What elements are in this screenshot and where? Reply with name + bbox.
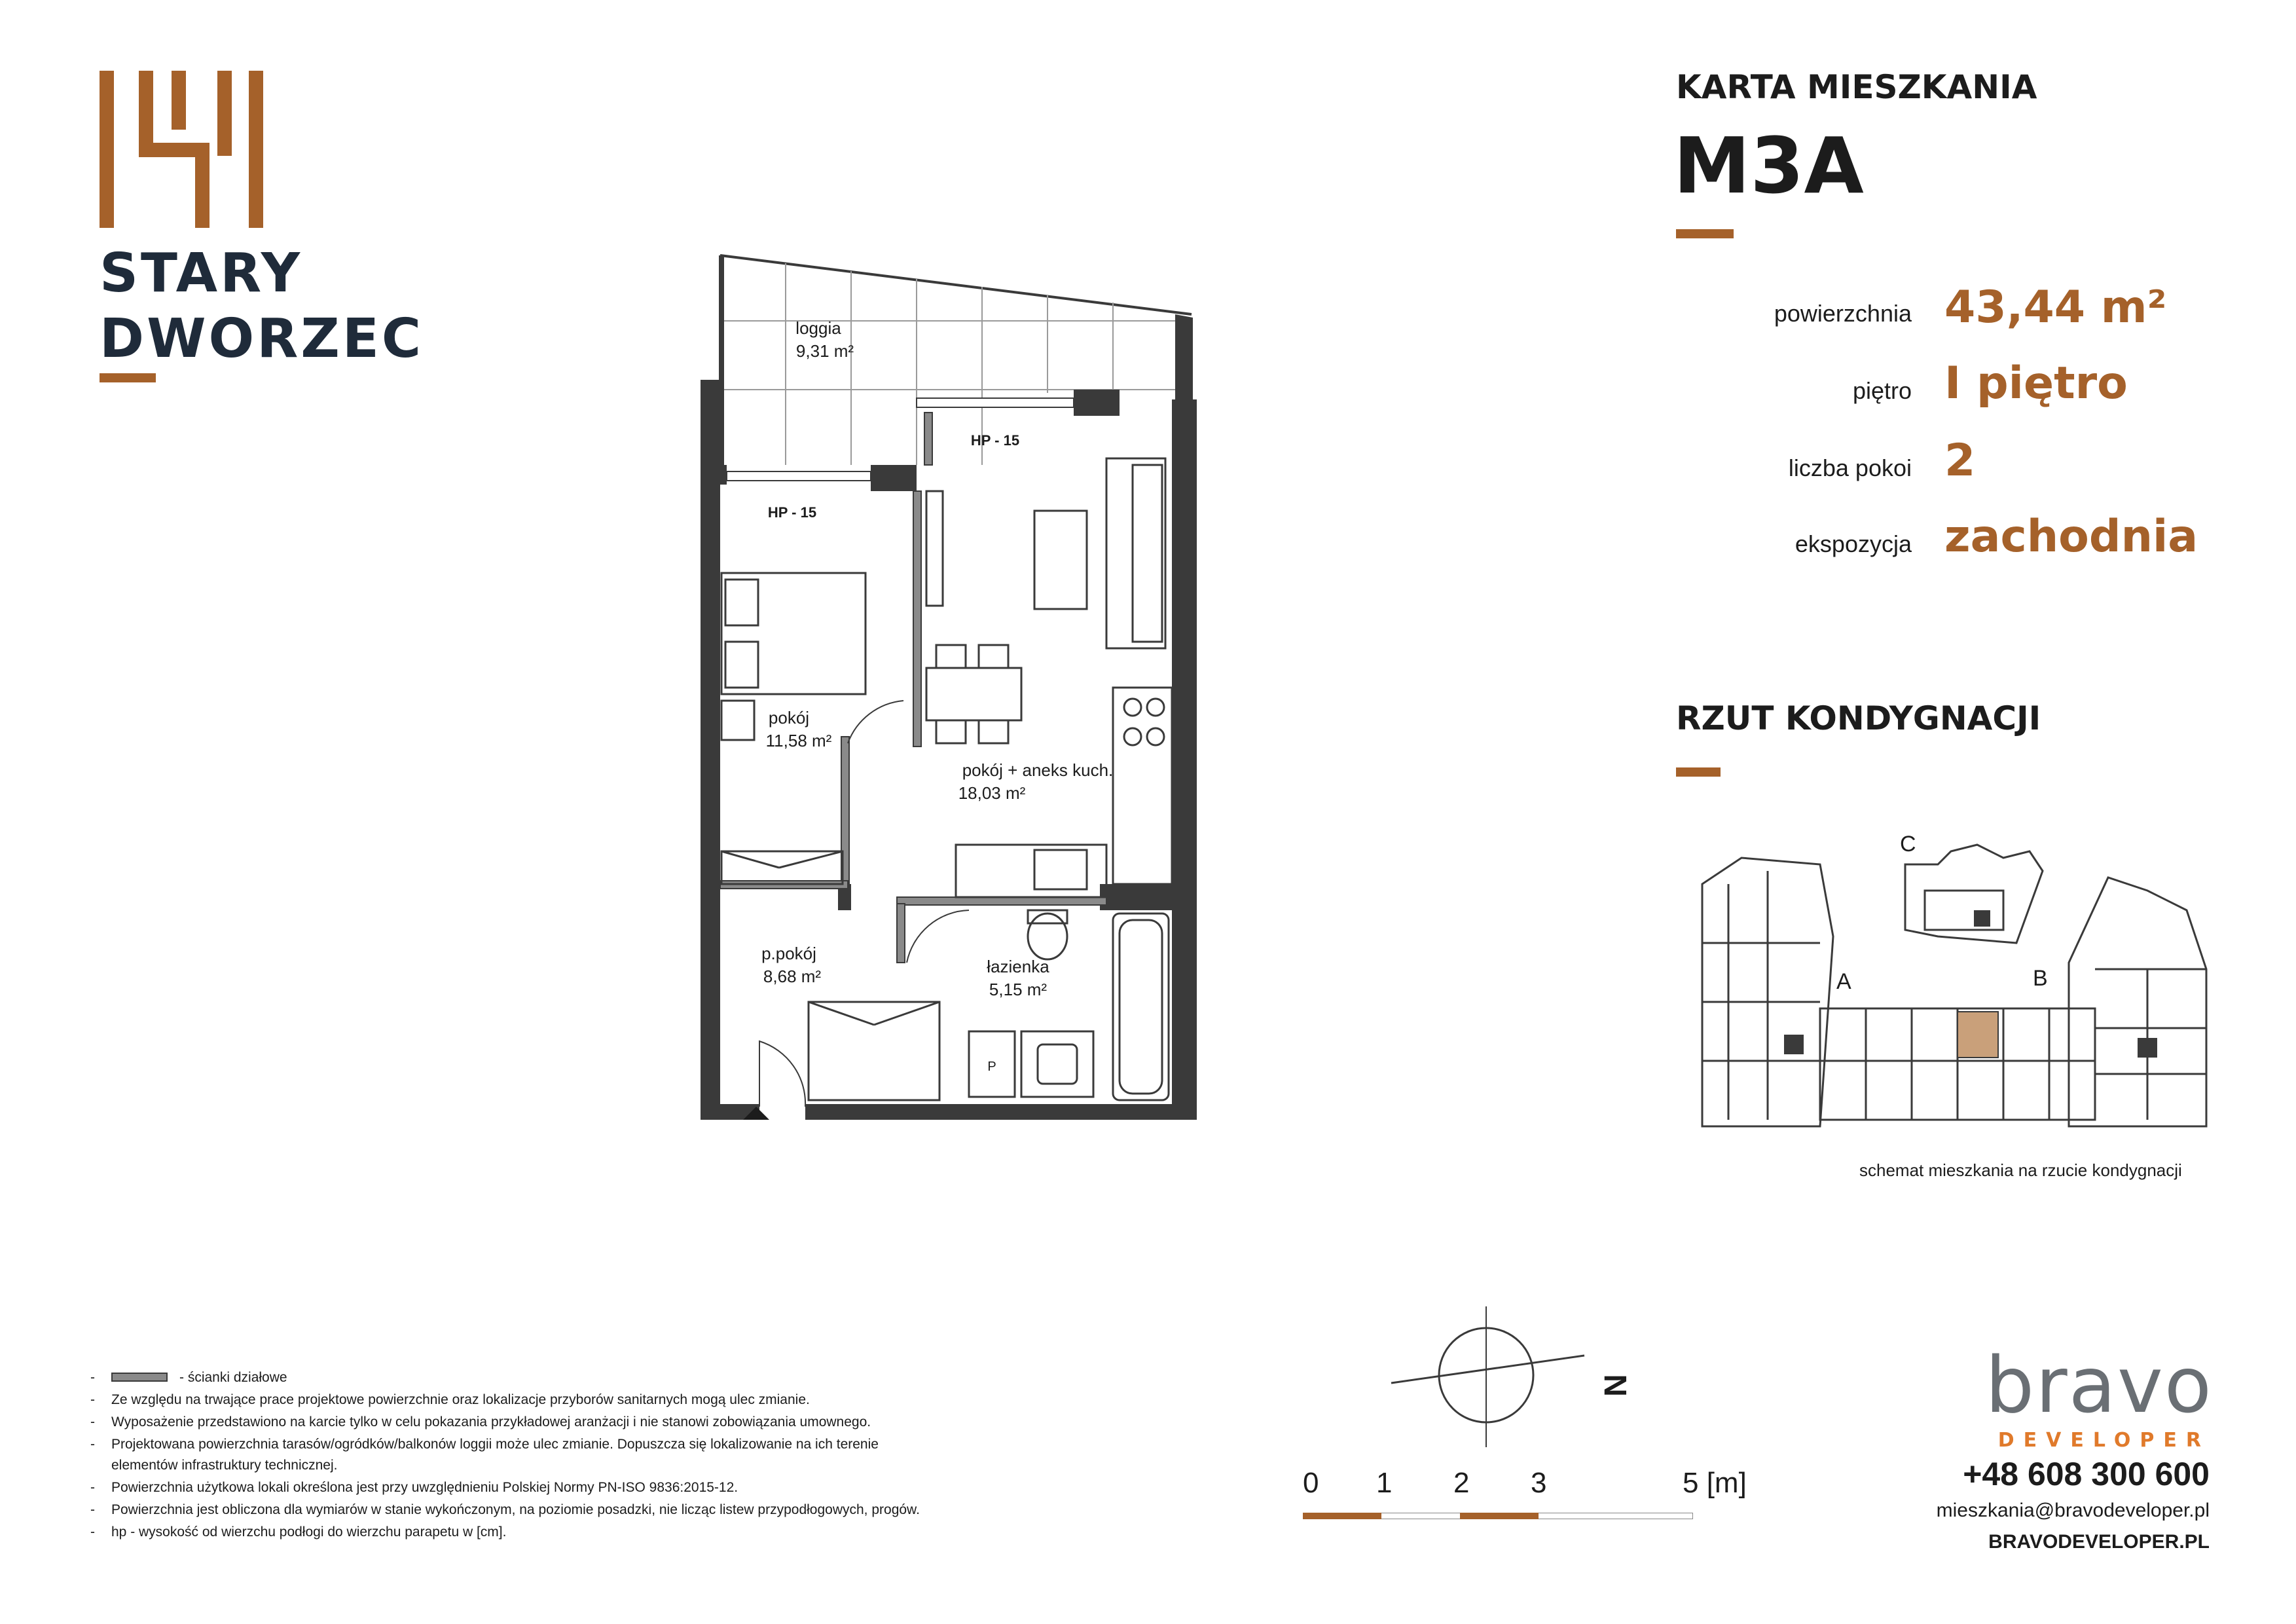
dining-set	[926, 645, 1021, 743]
spec-label-exposure: ekspozycja	[1795, 530, 1912, 557]
scale-bar	[1303, 1467, 1781, 1539]
brand-accent-bar	[100, 373, 156, 382]
developer-website[interactable]: BRAVODEVELOPER.PL	[1988, 1531, 2210, 1553]
room-label-hall: p.pokój	[761, 944, 816, 963]
tv-unit	[926, 491, 943, 606]
spec-value-floor: I piętro	[1944, 358, 2128, 409]
wing-label-c: C	[1900, 832, 1916, 857]
room-area-hall: 8,68 m²	[763, 967, 822, 986]
bathroom-door-swing	[907, 910, 969, 963]
room-area-loggia: 9,31 m²	[795, 341, 854, 361]
room-label-living: pokój + aneks kuch.	[962, 760, 1114, 780]
floor-section-title: RZUT KONDYGNACJI	[1676, 699, 2041, 737]
wing-label-b: B	[2033, 966, 2048, 991]
partition-walls	[720, 413, 1106, 963]
compass-icon	[1388, 1303, 1637, 1447]
spec-value-exposure: zachodnia	[1944, 511, 2198, 563]
brand-name-line1: STARY	[100, 242, 303, 304]
legend-text: - ścianki działowe	[179, 1370, 287, 1385]
note-6: hp - wysokość od wierzchu podłogi do wierzchu parapetu w [cm].	[111, 1524, 507, 1540]
wardrobe-bedroom	[721, 851, 843, 884]
spec-label-floor: piętro	[1852, 377, 1912, 404]
spec-value-rooms: 2	[1944, 435, 1976, 487]
developer-phone[interactable]: +48 608 300 600	[1963, 1456, 2210, 1492]
window-label-2: HP - 15	[970, 432, 1020, 449]
room-area-bathroom: 5,15 m²	[989, 980, 1048, 999]
floor-section-accent-bar	[1676, 767, 1721, 777]
developer-logo-sub: DEVELOPER	[1997, 1429, 2210, 1452]
header-accent-bar	[1676, 229, 1734, 238]
note-5: Powierzchnia jest obliczona dla wymiarów w stanie wykończonym, na poziomie posadzki, nie licząc listew przypodłogowych, progów.	[111, 1502, 920, 1517]
note-4: Powierzchnia użytkowa lokali określona jest przy uwzględnieniu Polskiej Normy PN-ISO 9836:2015-12.	[111, 1480, 738, 1495]
bedroom-door-swing	[848, 701, 903, 743]
room-label-bathroom: łazienka	[987, 957, 1049, 976]
scale-tick-0: 0	[1303, 1467, 1319, 1499]
apartment-code: M3A	[1673, 120, 1864, 211]
scale-tick-3: 3	[1531, 1467, 1547, 1499]
note-1: Ze względu na trwające prace projektowe powierzchnie oraz lokalizacje przyborów sanitarnych mogą ulec zmianie.	[111, 1392, 810, 1407]
note-2: Wyposażenie przedstawiono na karcie tylko w celu pokazania przykładowej aranżacji i nie stanowi zobowiązania umownego.	[111, 1414, 871, 1430]
developer-logo	[1938, 1340, 2213, 1454]
partition-wall-legend-icon	[111, 1373, 168, 1382]
coffee-table	[1034, 511, 1087, 609]
bathroom-fixtures	[969, 910, 1169, 1100]
developer-logo-word: bravo	[1985, 1340, 2213, 1430]
wardrobe-hall	[809, 1002, 939, 1100]
scale-tick-2: 2	[1453, 1467, 1470, 1499]
room-label-bedroom: pokój	[768, 708, 810, 728]
floor-section-caption: schemat mieszkania na rzucie kondygnacji	[1859, 1160, 2182, 1180]
notes-block: - - ścianki działowe - Ze względu na trwające prace projektowe powierzchnie oraz lokalizacje przyborów sanitarnych mogą ulec zmianie. - Wyposażenie przedstawiono na karcie tylko w celu pokazania przykładowej aranżacji i nie stanowi zobowiązania umownego. - Projektowana powierzchnia tarasów/ogródków/balkonów loggii może ulec zmianie. Dopuszcza się lokalizowanie na ich terenie elementów infrastruktury technicznej. - Powierzchnia użytkowa lokali określona jest przy uwzględnieniu Polskiej Normy PN-ISO 9836:2015-12. - Powierzchnia jest obliczona dla wymiarów w stanie wykończonym, na poziomie posadzki, nie licząc listew przypodłogowych, progów. - hp - wysokość od wierzchu podłogi do wierzchu parapetu w [cm].	[90, 1370, 920, 1540]
scale-tick-1: 1	[1376, 1467, 1393, 1499]
room-label-loggia: loggia	[795, 318, 841, 338]
specs-list	[1637, 282, 2226, 583]
entrance-door-swing	[759, 1041, 805, 1107]
window-label-1: HP - 15	[767, 504, 817, 521]
loggia-area	[681, 255, 1193, 465]
spec-value-area: 43,44 m²	[1944, 282, 2167, 333]
note-3: Projektowana powierzchnia tarasów/ogródków/balkonów loggii może ulec zmianie. Dopuszcza się lokalizowanie na ich terenie	[111, 1437, 879, 1452]
brand-logo	[100, 71, 424, 411]
room-area-living: 18,03 m²	[958, 783, 1026, 803]
apartment-floorplan	[681, 249, 1205, 1120]
brand-monogram-icon	[100, 71, 263, 228]
brand-name-line2: DWORZEC	[100, 308, 424, 370]
compass-north-label: N	[1599, 1374, 1633, 1397]
scale-tick-5: 5 [m]	[1683, 1467, 1747, 1499]
sofa	[1106, 458, 1165, 648]
apartment-highlight	[1958, 1012, 1998, 1058]
note-3-cont: elementów infrastruktury technicznej.	[111, 1458, 338, 1473]
building-floor-schematic	[1689, 812, 2226, 1153]
developer-email[interactable]: mieszkania@bravodeveloper.pl	[1936, 1500, 2210, 1521]
wing-label-a: A	[1836, 969, 1851, 994]
card-kicker: KARTA MIESZKANIA	[1676, 68, 2037, 106]
fixture-label: P	[987, 1060, 996, 1074]
spec-label-rooms: liczba pokoi	[1788, 454, 1912, 481]
spec-label-area: powierzchnia	[1774, 300, 1912, 327]
room-area-bedroom: 11,58 m²	[765, 731, 832, 750]
